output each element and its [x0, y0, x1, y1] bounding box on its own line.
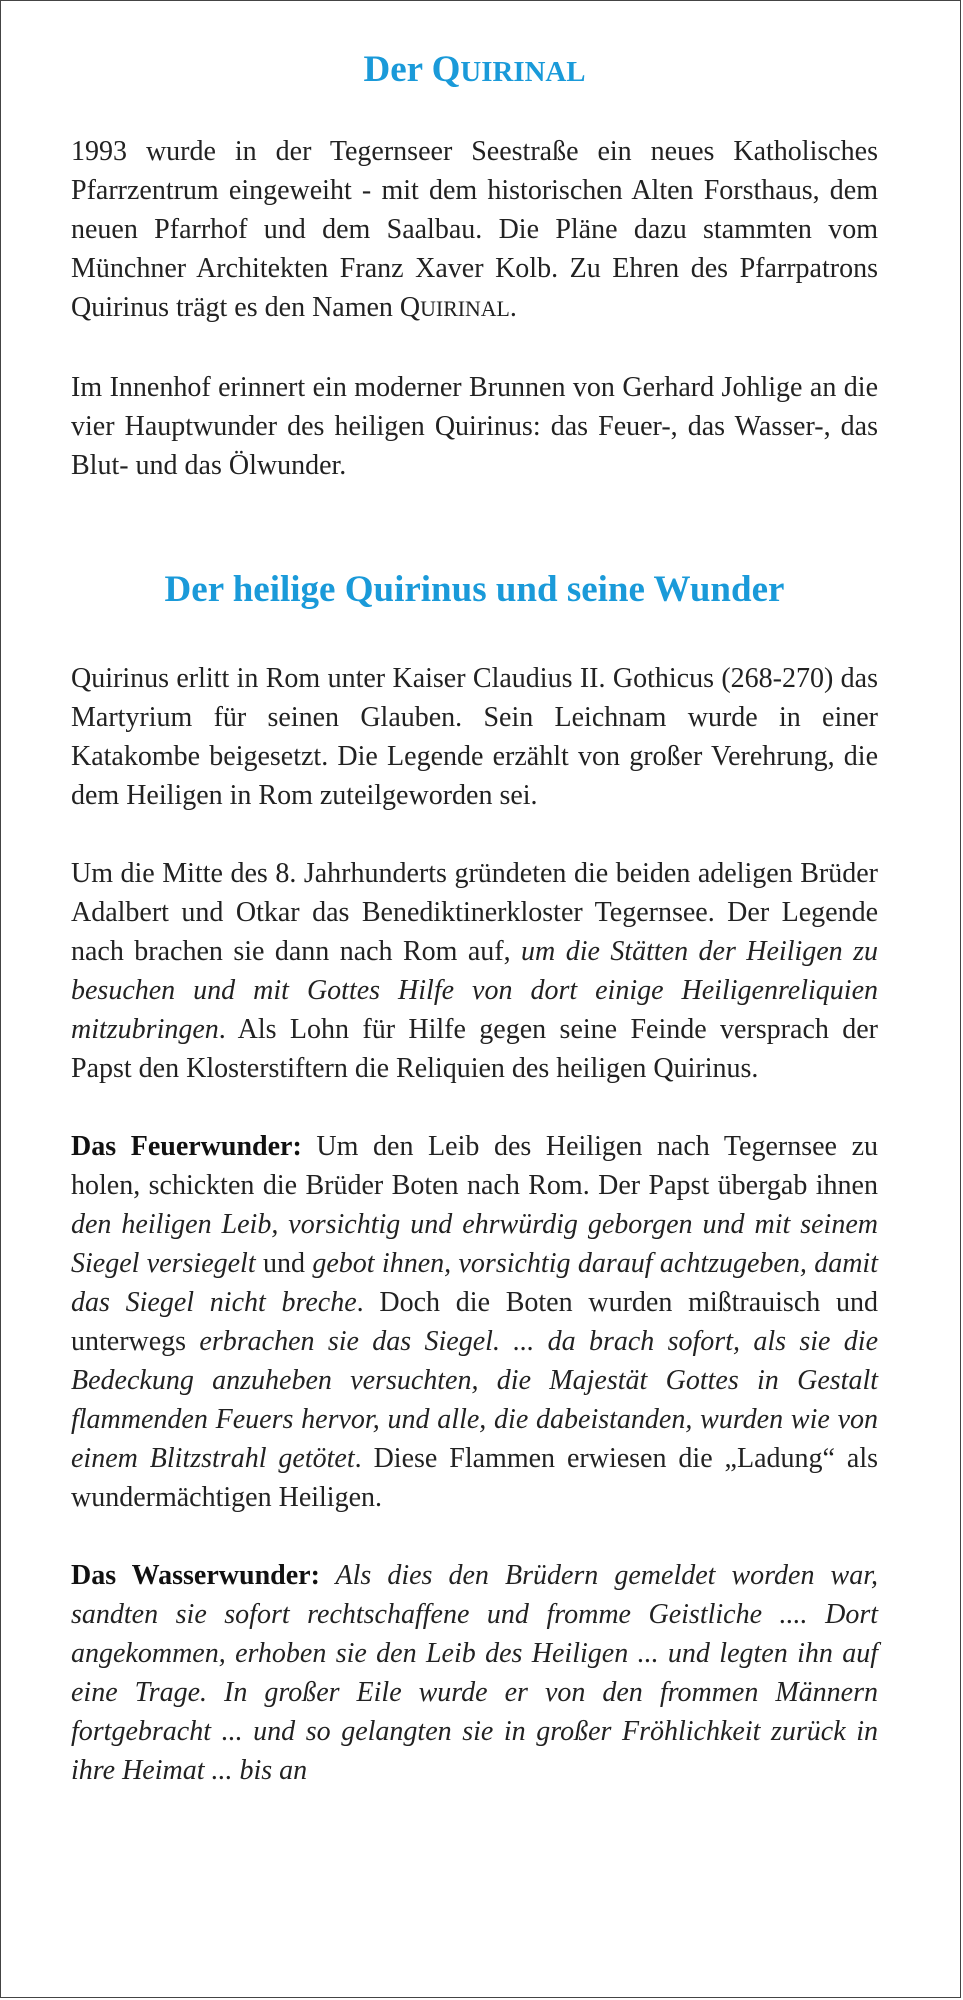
water-quote: Als dies den Brüdern gemeldet worden war, sandten sie sofort rechtschaffene und fromme Geistliche .... Dort angekommen, erhoben sie den Leib des Heiligen ... und legten ihn auf eine Trage. In großer Eile wurde er von den frommen Männern fortgebracht ... und so gelangten sie in großer Fröhlichkeit zurück in ihre Heimat ... bis an — [71, 1560, 878, 1786]
water-miracle-paragraph — [71, 1556, 878, 1790]
martyr-paragraph: Quirinus erlitt in Rom unter Kaiser Claudius II. Gothicus (268-270) das Martyrium für seinen Glauben. Sein Leichnam wurde in einer Katakombe beigesetzt. Die Legende erzählt von großer Verehrung, die dem Heiligen in Rom zuteilgeworden sei. — [71, 663, 878, 811]
brothers-text-c: . Als Lohn für Hilfe gegen seine Feinde versprach der Papst den Klosterstiftern die Reliquien des heiligen Quirinus. — [71, 1014, 878, 1084]
title-word: Der — [363, 49, 432, 90]
brothers-quote: um die Stätten der Heiligen zu besuchen und mit Gottes Hilfe von dort einige Heiligenreliquien mitzubringen — [71, 936, 879, 1045]
intro-end: . — [509, 292, 517, 323]
fire-quote-d: gebot ihnen, vorsichtig darauf achtzugeben, damit das Siegel nicht breche — [71, 1248, 878, 1318]
intro-paragraph — [71, 132, 878, 329]
intro-text: 1993 wurde in der Tegernseer Seestraße ein neues Katholisches Pfarrzentrum eingeweiht - mit dem historischen Alten Forsthaus, dem neuen Pfarrhof und dem Saalbau. Die Pläne dazu stammten vom Münchner Architekten Franz Xaver Kolb. Zu Ehren des Pfarrpatrons Quirinus trägt es den Namen — [71, 136, 878, 323]
brothers-text-a: Um die Mitte des 8. Jahrhunderts gründeten die beiden adeligen Brüder Adalbert und Otkar das Benediktinerkloster Tegernsee. Der Legende nach brachen sie dann nach Rom auf, — [71, 858, 878, 967]
fire-text-c: und — [255, 1248, 313, 1279]
fire-quote-b: den heiligen Leib, vorsichtig und ehrwürdig geborgen und mit seinem Siegel versiegelt — [71, 1209, 878, 1279]
title-quirinus-wunder: Der heilige Quirinus und seine Wunder — [164, 569, 785, 610]
title-caps-initial: Q — [431, 49, 461, 90]
intro-caps-rest: UIRINAL — [420, 297, 510, 321]
fire-text-a: Um den Leib des Heiligen nach Tegernsee zu holen, schickten die Brüder Boten nach Rom. Der Papst übergab ihnen — [71, 1131, 878, 1201]
fire-miracle-paragraph — [71, 1127, 878, 1517]
page-content — [71, 1, 878, 1790]
fire-miracle-label: Das Feuerwunder: — [71, 1131, 302, 1162]
water-miracle-label: Das Wasserwunder: — [71, 1560, 320, 1591]
fire-text-g: . Diese Flammen erwiesen die „Ladung“ als wundermächtigen Heiligen. — [71, 1443, 878, 1513]
fire-quote-f: erbrachen sie das Siegel. ... da brach sofort, als sie die Bedeckung anzuheben versuchten, die Majestät Gottes in Gestalt flammenden Feuers hervor, und alle, die dabeistanden, wurden wie von einem Blitzstrahl getötet — [71, 1326, 878, 1474]
fountain-paragraph: Im Innenhof erinnert ein moderner Brunnen von Gerhard Johlige an die vier Hauptwunder des heiligen Quirinus: das Feuer-, das Wasser-, das Blut- und das Ölwunder. — [71, 372, 878, 481]
fire-text-e: . Doch die Boten wurden mißtrauisch und unterwegs — [71, 1287, 878, 1357]
intro-caps-initial: Q — [399, 292, 421, 323]
brothers-paragraph — [71, 854, 878, 1088]
title-caps-rest: UIRINAL — [460, 56, 586, 88]
title-der-quirinal — [71, 51, 878, 88]
